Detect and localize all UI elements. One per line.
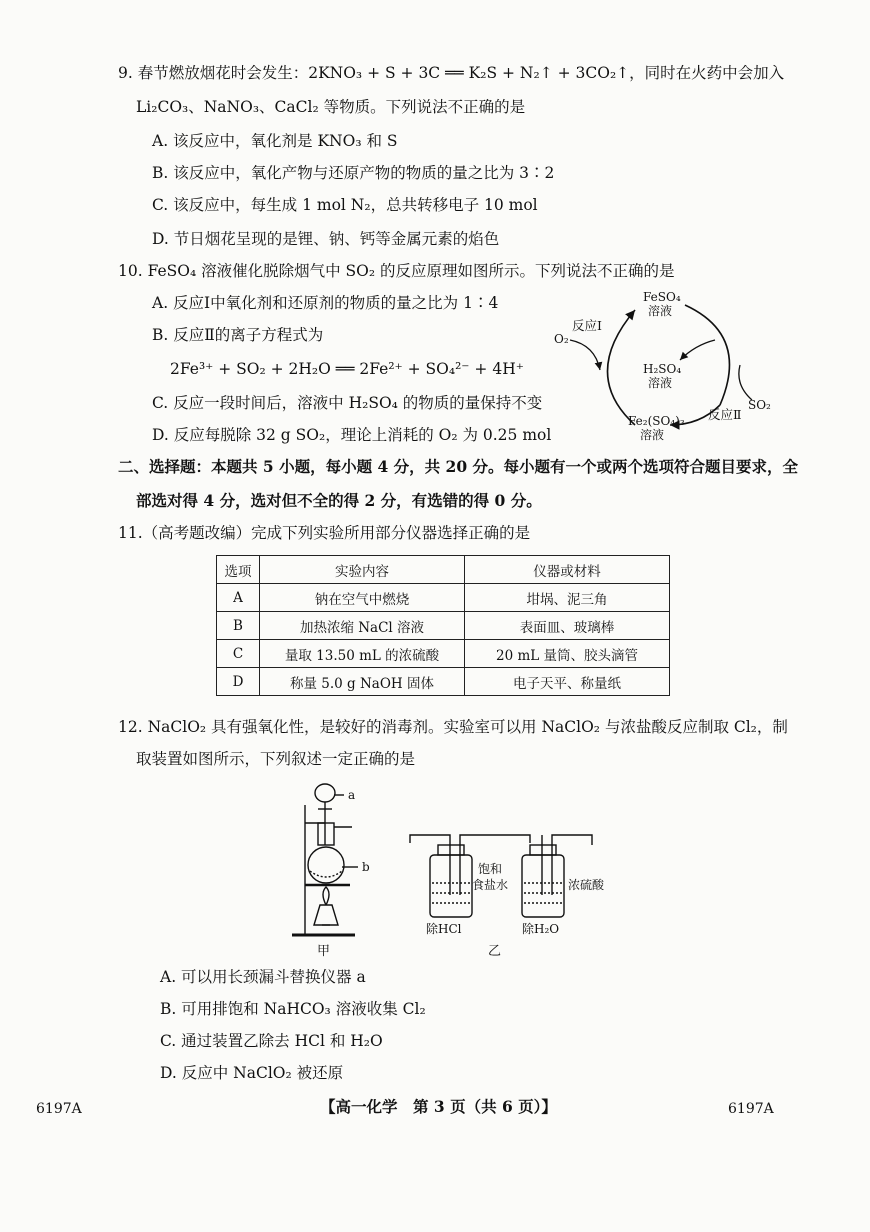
bottle1-label-saturated: 饱和: [478, 862, 503, 876]
feso4-solution-label: 溶液: [648, 304, 673, 318]
so2-arrow: [739, 365, 752, 400]
q12-stem-line1: 12. NaClO₂ 具有强氧化性，是较好的消毒剂。实验室可以用 NaClO₂ 与浓盐酸反应制取 Cl₂，制: [118, 718, 788, 736]
label-a: a: [348, 788, 356, 802]
q12-option-c: C. 通过装置乙除去 HCl 和 H₂O: [160, 1032, 383, 1050]
bottle2-caption: 除H₂O: [522, 922, 560, 936]
bottle1-label-brine: 食盐水: [472, 878, 509, 892]
label-jia: 甲: [317, 944, 331, 959]
h2so4-solution-label: 溶液: [648, 376, 673, 390]
q9-option-b: B. 该反应中，氧化产物与还原产物的物质的量之比为 3∶2: [152, 164, 555, 182]
table-cell: D: [217, 668, 260, 696]
table-cell: 20 mL 量筒、胶头滴管: [465, 640, 670, 668]
table-cell: B: [217, 612, 260, 640]
q9-option-d: D. 节日烟花呈现的是锂、钠、钙等金属元素的焰色: [152, 230, 500, 248]
feso4-label: FeSO₄: [643, 290, 681, 304]
cycle-arc-right: [685, 305, 729, 405]
q10-cycle-diagram: [540, 285, 790, 455]
table-cell: 表面皿、玻璃棒: [465, 612, 670, 640]
reaction-1-label: 反应Ⅰ: [572, 318, 602, 333]
table-header-row: [217, 556, 670, 584]
fe2so43-label: Fe₂(SO₄)₃: [628, 414, 685, 428]
apparatus-yi: [410, 835, 592, 917]
bottle1-caption: 除HCl: [426, 922, 462, 936]
o2-label: O₂: [554, 332, 569, 346]
q12-option-a: A. 可以用长颈漏斗替换仪器 a: [160, 968, 366, 986]
q9-stem-line2: Li₂CO₃、NaNO₃、CaCl₂ 等物质。下列说法不正确的是: [136, 98, 526, 116]
q12-stem-line2: 取装置如图所示，下列叙述一定正确的是: [136, 750, 416, 768]
q11-table: [216, 555, 670, 696]
table-cell: A: [217, 584, 260, 612]
table-row: [217, 640, 670, 668]
table-row: [217, 612, 670, 640]
fe2so43-solution-label: 溶液: [640, 428, 665, 442]
q12-option-b: B. 可用排饱和 NaHCO₃ 溶液收集 Cl₂: [160, 1000, 426, 1018]
table-row: [217, 668, 670, 696]
bottle2-label: 浓硫酸: [568, 878, 605, 892]
q9-stem-line1: 9. 春节燃放烟花时会发生：2KNO₃ + S + 3C ══ K₂S + N₂↑ + 3CO₂↑，同时在火药中会加入: [118, 64, 785, 82]
table-header-cell: 仪器或材料: [465, 556, 670, 584]
q10-option-c: C. 反应一段时间后，溶液中 H₂SO₄ 的物质的量保持不变: [152, 394, 543, 412]
table-row: [217, 584, 670, 612]
q10-option-b-equation: 2Fe³⁺ + SO₂ + 2H₂O ══ 2Fe²⁺ + SO₄²⁻ + 4H⁺: [170, 360, 524, 378]
h2so4-label: H₂SO₄: [643, 362, 682, 376]
so2-label: SO₂: [748, 398, 771, 412]
footer-page-info: 【高一化学 第 3 页（共 6 页）】: [320, 1097, 557, 1116]
q9-option-c: C. 该反应中，每生成 1 mol N₂，总共转移电子 10 mol: [152, 196, 538, 214]
q10-option-a: A. 反应Ⅰ中氧化剂和还原剂的物质的量之比为 1∶4: [152, 294, 499, 312]
q11-stem: 11.（高考题改编）完成下列实验所用部分仪器选择正确的是: [118, 524, 531, 542]
cycle-arc-left: [608, 310, 636, 425]
q10-stem: 10. FeSO₄ 溶液催化脱除烟气中 SO₂ 的反应原理如图所示。下列说法不正确的是: [118, 262, 675, 280]
q10-option-b: B. 反应Ⅱ的离子方程式为: [152, 326, 324, 344]
table-cell: 电子天平、称量纸: [465, 668, 670, 696]
table-header-cell: 实验内容: [260, 556, 465, 584]
table-cell: 量取 13.50 mL 的浓硫酸: [260, 640, 465, 668]
table-cell: C: [217, 640, 260, 668]
footer-code-left: 6197A: [36, 1101, 82, 1117]
table-cell: 坩埚、泥三角: [465, 584, 670, 612]
apparatus-jia: [292, 784, 358, 935]
label-yi: 乙: [488, 944, 502, 959]
table-header-cell: 选项: [217, 556, 260, 584]
footer-code-right: 6197A: [728, 1101, 774, 1117]
section2-heading-line2: 部选对得 4 分，选对但不全的得 2 分，有选错的得 0 分。: [136, 491, 542, 510]
label-b: b: [362, 860, 370, 874]
h2so4-arrow: [680, 340, 715, 360]
o2-arrow: [570, 340, 600, 370]
q12-apparatus-diagram: [280, 775, 610, 965]
table-cell: 称量 5.0 g NaOH 固体: [260, 668, 465, 696]
table-cell: 钠在空气中燃烧: [260, 584, 465, 612]
q10-option-d: D. 反应每脱除 32 g SO₂，理论上消耗的 O₂ 为 0.25 mol: [152, 426, 552, 444]
table-cell: 加热浓缩 NaCl 溶液: [260, 612, 465, 640]
q9-option-a: A. 该反应中，氧化剂是 KNO₃ 和 S: [152, 132, 398, 150]
section2-heading-line1: 二、选择题：本题共 5 小题，每小题 4 分，共 20 分。每小题有一个或两个选项符合题目要求，全: [118, 457, 799, 476]
reaction-2-label: 反应Ⅱ: [708, 407, 742, 422]
q12-option-d: D. 反应中 NaClO₂ 被还原: [160, 1064, 344, 1082]
